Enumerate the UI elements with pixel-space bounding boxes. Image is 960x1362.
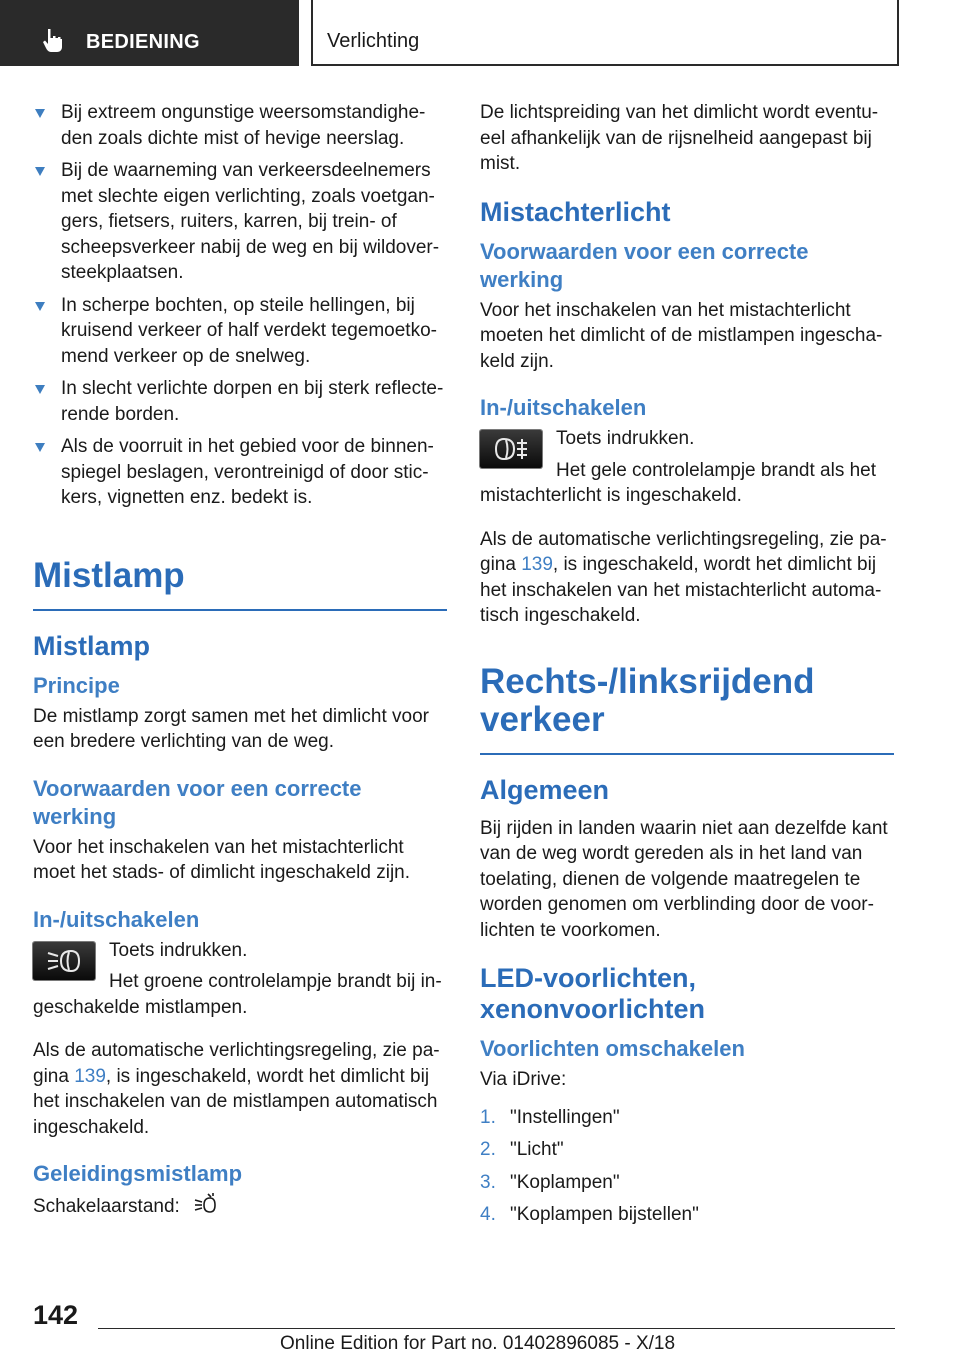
triangle-bullet-icon — [35, 109, 45, 118]
via-text: Via iDrive: — [480, 1069, 567, 1090]
algemeen-text: Bij rijden in landen waarin niet aan dezelfde kant van de weg wordt gereden als in het land van toelating, dienen de volgende maatregelen te worden genomen om verblinding door de voor-lichten te voorkomen. — [480, 817, 888, 941]
page-link[interactable]: 139 — [74, 1065, 106, 1087]
idrive-steps — [480, 1105, 894, 1228]
heading-voorwaarden: Voorwaarden voor een correcte werking — [480, 238, 809, 292]
rear-fog-light-icon — [480, 430, 542, 468]
triangle-bullet-icon — [35, 385, 45, 394]
chapter-label: Verlichting — [327, 30, 420, 52]
section-heading-rechts-linksrijdend: Rechts-/linksrijdend verkeer — [480, 663, 894, 755]
list-item: Als de voorruit in het gebied voor de binnen-spiegel beslagen, verontreinigd of door stic-kers, vignetten enz. bedekt is. — [33, 434, 447, 511]
right-column — [480, 100, 894, 1235]
subsection-heading-mistlamp: Mistlamp — [33, 630, 151, 661]
section-tab — [0, 0, 299, 66]
heading-voorlichten-omschakelen: Voorlichten omschakelen — [480, 1036, 745, 1061]
schakelaar-text: Schakelaarstand: — [33, 1192, 447, 1224]
heading-geleidingsmistlamp: Geleidingsmistlamp — [33, 1161, 243, 1186]
principe-text: De mistlamp zorgt samen met het dimlicht voor een bredere verlichting van de weg. — [33, 705, 429, 752]
triangle-bullet-icon — [35, 443, 45, 452]
list-item: 1. "Instellingen" — [480, 1106, 620, 1128]
pointing-hand-icon — [40, 27, 66, 58]
heading-voorwaarden: Voorwaarden voor een correcte werking — [33, 775, 362, 829]
chapter-tab — [311, 0, 899, 66]
page-link[interactable]: 139 — [521, 554, 553, 575]
heading-led-xenon: LED-voorlichten, xenonvoorlichten — [480, 963, 706, 1024]
list-item: In slecht verlichte dorpen en bij sterk reflecte-rende borden. — [33, 376, 447, 427]
list-item: 2. "Licht" — [480, 1139, 564, 1160]
heading-in-uitschakelen: In-/uitschakelen — [480, 395, 647, 420]
indicator-text: Het groene controlelampje brandt bij in-geschakelde mistlampen. — [33, 971, 442, 1018]
list-item: In scherpe bochten, op steile hellingen, bij kruisend verkeer of half verdekt tegemoetko-mend verkeer op de snelweg. — [33, 293, 447, 370]
conditions-list — [33, 100, 447, 511]
intro-text: De lichtspreiding van het dimlicht wordt eventu-eel afhankelijk van de rijsnelheid aangepast bij mist. — [480, 102, 879, 174]
heading-in-uitschakelen: In-/uitschakelen — [33, 906, 200, 932]
auto-text: Als de automatische verlichtingsregeling, zie pa-gina 139, is ingeschakeld, wordt het dimlicht bij het inschakelen van het mistachterlicht automa-tisch ingeschakeld. — [480, 528, 887, 626]
heading-algemeen: Algemeen — [480, 774, 610, 805]
section-heading-mistlamp: Mistlamp — [33, 557, 447, 611]
list-item: Bij extreem ongunstige weersomstandighe-den zoals dichte mist of hevige neerslag. — [33, 100, 447, 151]
cornering-light-icon — [193, 1192, 219, 1224]
list-item: Bij de waarneming van verkeersdeelnemers met slechte eigen verlichting, zoals voetgan-gers, fietsers, ruiters, karren, bij trein- of scheepsverkeer nabij de weg en bij wildover-steekplaatsen. — [33, 158, 447, 286]
footer-edition: Online Edition for Part no. 01402896085 - X/18 — [280, 1333, 676, 1354]
auto-text: Als de automatische verlichtingsregeling, zie pa-gina 139, is ingeschakeld, wordt het dimlicht bij het inschakelen van de mistlampen automatisch ingeschakeld. — [33, 1040, 440, 1138]
voorwaarden-text: Voor het inschakelen van het mistachterlicht moet het stads- of dimlicht ingeschakeld zijn. — [33, 836, 411, 883]
list-item: 3. "Koplampen" — [480, 1171, 620, 1193]
indicator-text: Het gele controlelampje brandt als het mistachterlicht is ingeschakeld. — [480, 459, 877, 506]
rear-fog-button-row — [480, 426, 894, 509]
press-text: Toets indrukken. — [109, 939, 248, 961]
list-item: 4. "Koplampen bijstellen" — [480, 1204, 699, 1225]
left-column — [33, 100, 447, 1242]
section-label: BEDIENING — [86, 31, 200, 53]
press-text: Toets indrukken. — [556, 428, 695, 449]
page-number: 142 — [33, 1300, 79, 1330]
triangle-bullet-icon — [35, 302, 45, 311]
triangle-bullet-icon — [35, 167, 45, 176]
heading-principe: Principe — [33, 672, 120, 698]
voorwaarden-text: Voor het inschakelen van het mistachterlicht moeten het dimlicht of de mistlampen ingescha-keld zijn. — [480, 299, 883, 372]
front-fog-light-icon — [33, 942, 95, 980]
page-header — [0, 0, 960, 66]
heading-mistachterlicht: Mistachterlicht — [480, 196, 671, 227]
footer-divider — [98, 1328, 895, 1329]
fog-light-button-row — [33, 938, 447, 1021]
